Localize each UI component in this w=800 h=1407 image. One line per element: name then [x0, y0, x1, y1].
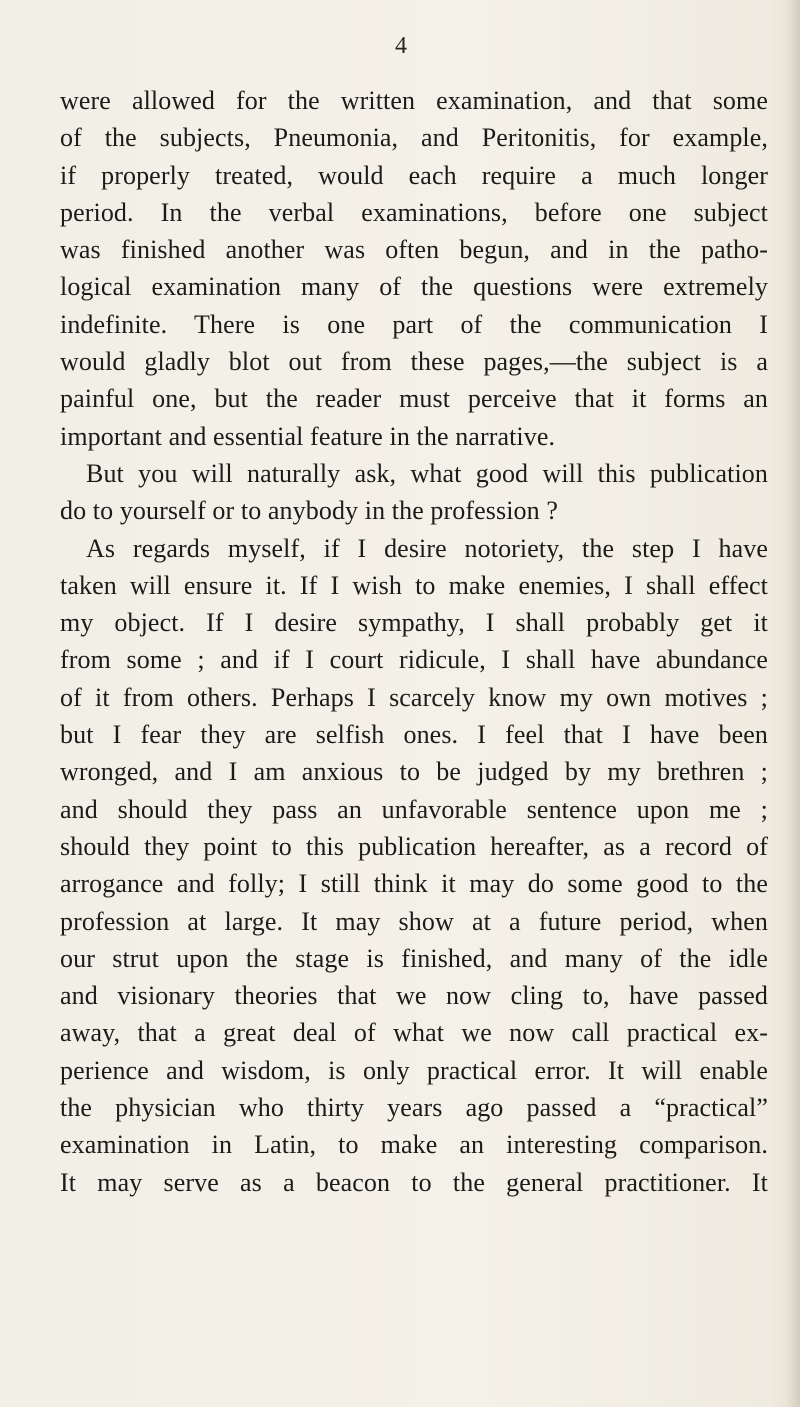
page-edge-shadow: [786, 0, 800, 1407]
text-line: arrogance and folly; I still think it may do some good to the: [60, 869, 768, 899]
text-line: my object. If I desire sympathy, I shall probably get it: [60, 608, 768, 638]
text-line: It may serve as a beacon to the general practitioner. It: [60, 1167, 768, 1197]
text-line: but I fear they are selfish ones. I feel that I have been: [60, 720, 768, 750]
text-line: the physician who thirty years ago passed a “practical”: [60, 1093, 768, 1123]
text-line: was finished another was often begun, and in the patho-: [60, 235, 768, 265]
text-line: important and essential feature in the narrative.: [60, 421, 556, 451]
text-line: As regards myself, if I desire notoriety, the step I have: [86, 533, 768, 563]
text-line: do to yourself or to anybody in the profession ?: [60, 496, 558, 526]
text-line: if properly treated, would each require a much longer: [60, 160, 768, 190]
text-line: and visionary theories that we now cling to, have passed: [60, 981, 768, 1011]
page-number: 4: [395, 33, 407, 59]
text-line: away, that a great deal of what we now call practical ex-: [60, 1018, 768, 1048]
text-line: wronged, and I am anxious to be judged by my brethren ;: [60, 757, 768, 787]
text-line: from some ; and if I court ridicule, I shall have abundance: [60, 645, 768, 675]
text-line: and should they pass an unfavorable sentence upon me ;: [60, 794, 768, 824]
text-line: painful one, but the reader must perceive that it forms an: [60, 384, 768, 414]
text-line: period. In the verbal examinations, before one subject: [60, 197, 768, 227]
text-line: indefinite. There is one part of the communication I: [60, 309, 768, 339]
text-line: our strut upon the stage is finished, and many of the idle: [60, 943, 768, 973]
text-line: should they point to this publication hereafter, as a record of: [60, 831, 768, 861]
text-line: would gladly blot out from these pages,—the subject is a: [60, 347, 768, 377]
text-line: of it from others. Perhaps I scarcely know my own motives ;: [60, 682, 768, 712]
text-line: of the subjects, Pneumonia, and Peritonitis, for example,: [60, 123, 768, 153]
text-line: examination in Latin, to make an interesting comparison.: [60, 1130, 768, 1160]
text-line: perience and wisdom, is only practical error. It will enable: [60, 1055, 768, 1085]
text-line: were allowed for the written examination, and that some: [60, 86, 768, 115]
text-line: taken will ensure it. If I wish to make enemies, I shall effect: [60, 570, 768, 600]
text-line: But you will naturally ask, what good will this publication: [86, 458, 768, 488]
text-line: logical examination many of the questions were extremely: [60, 272, 768, 302]
body-text: [60, 82, 768, 1201]
text-line: profession at large. It may show at a future period, when: [60, 906, 768, 936]
